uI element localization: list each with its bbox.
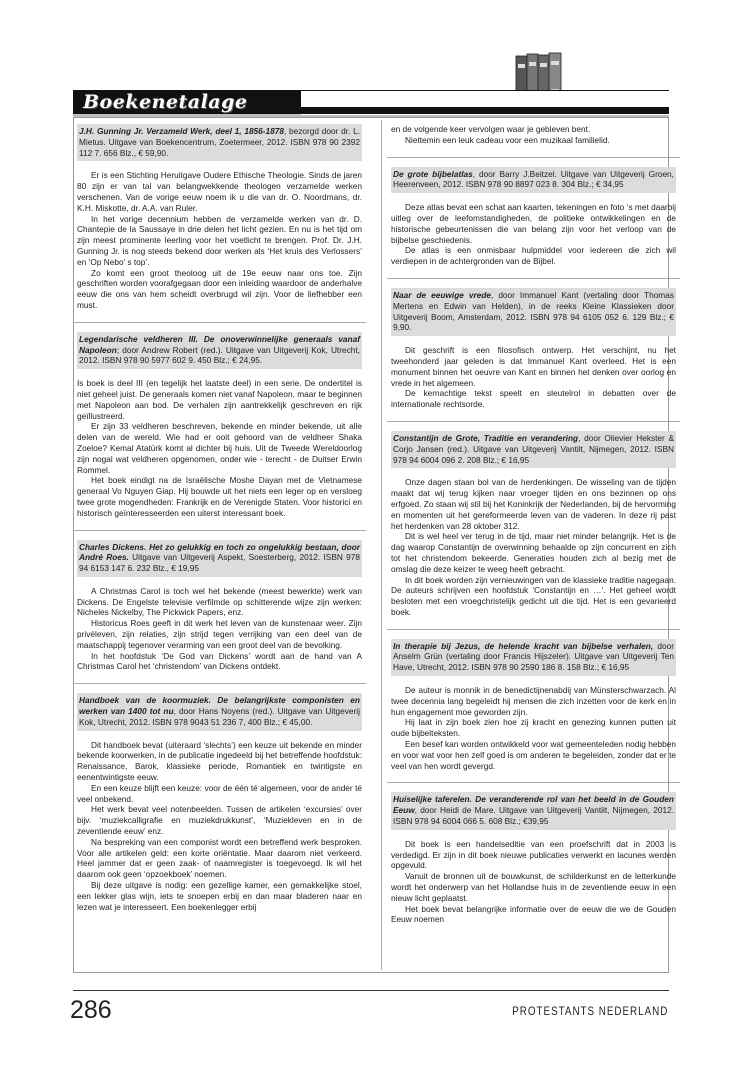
book-title: Naar de eeuwige vrede [393,289,492,300]
review-text [391,477,676,617]
paragraph: Onze dagen staan bol van de herdenkingen. De wisseling van de tijden maakt dat wij terug kijken naar vroeger tijden en ons bezinnen op ons erfgoed. Zo staan wij stil bij het Koninkrijk der Nederlanden, bij de hervorming en momenten uit het gereformeerde leven van de vaderen. In deze rij past het herdenken van 28 oktober 312. [391,477,676,531]
paragraph: Er is een Stichting Heruitgave Oudere Ethische Theologie. Sinds de jaren 80 zijn er van tal van belangwekkende theologen verzamelde werken verschenen. Van de vorige eeuw noem ik u die van dr. O. Noordmans, dr. K.H. Miskotte, dr. A.A. van Ruler. [77,170,362,213]
section-title: Boekenetalage [83,91,248,113]
paragraph: Historicus Roes geeft in dit werk het leven van de kunstenaar weer. Zijn privéleven, zijn relaties, zijn strijd tegen verrijking van een deel van de maatschappij tegenover verarming van een groot deel van de bevolking. [77,618,362,650]
book-details: door Anselm Grün (vertaling door Francis Hijszeler). Uitgave van Uitgeverij Ten Have, Utrecht, 2012. ISBN 978 90 2590 186 8. 158 Blz.; € 16,95 [393,640,674,673]
book-details: Uitgave van Uitgeverij Aspekt, Soesterberg, 2012. ISBN 978 94 6153 147 6. 232 Blz., € 19,95 [79,552,361,574]
book-title: J.H. Gunning Jr. Verzameld Werk, deel 1, 1856-1878 [79,126,285,136]
book-title: Legendarische veldheren III. De onoverwinnelijke generaals vanaf Napoleon [79,333,360,355]
paragraph: Is boek is deel III (en tegelijk het laatste deel) in een serie. De ondertitel is niet geheel juist. De generaals komen niet vanaf Napoleon, maar te beginnen met Napoleon aan bod. De verhalen zijn aantrekkelijk geschreven en rijk geïllustreerd. [77,378,362,421]
review-separator [387,782,680,783]
review-text [391,202,676,267]
section-banner [73,90,669,117]
review-text [77,378,362,518]
review-veldheren [77,332,362,519]
review-separator [73,683,366,684]
book-details: ; door Andrew Robert (red.). Uitgave van Uitgeverij Kok, Utrecht, 2012. ISBN 978 90 5977 602 9. 450 Blz.; € 24,95. [79,344,360,366]
paragraph: In het hoofdstuk ‘De God van Dickens’ wordt aan de hand van A Christmas Carol het ‘christendom’ van Dickens ontdekt. [77,650,362,672]
review-separator [73,322,366,323]
review-therapie [391,639,676,772]
paragraph: Een besef kan worden ontwikkeld voor wat gemeenteleden nodig hebben en voor wat voor hen zelf goed is om anderen te begeleiden, zonder dat er te veel van hen wordt gevergd. [391,739,676,771]
journal-name: PROTESTANTS NEDERLAND [511,1004,668,1018]
paragraph: Hij laat in zijn boek zien hoe zij kracht en genezing kunnen putten uit oude bijbelteksten. [391,717,676,739]
review-heading [77,124,362,161]
review-constantijn [391,431,676,618]
paragraph: Het boek bevat belangrijke informatie over de eeuw die we de Gouden Eeuw noemen [391,903,676,925]
review-heading [77,540,362,577]
column-divider [381,120,382,970]
paragraph: Vanuit de bronnen uit de bouwkunst, de schilderkunst en de letterkunde wordt het onderwerp van het Hollandse huis in de zeventiende eeuw in een nieuw licht geplaatst. [391,871,676,903]
book-title: Charles Dickens. Het zo gelukkig en toch zo ongelukkig bestaan, door André Roes. [79,541,360,563]
continued-text [391,124,676,146]
book-title: Huiselijke taferelen. De veranderende rol van het beeld in de Gouden Eeuw [393,794,674,816]
review-text [391,685,676,771]
review-separator [387,629,680,630]
paragraph: Deze atlas bevat een schat aan kaarten, tekeningen en foto ‘s met daarbij uitleg over de leefomstandigheden, de politieke ontwikkelingen en de historische gebeurtenissen die van belang zijn voor het verloop van de bijbelse geschiedenis. [391,202,676,245]
page-number: 286 [70,996,112,1024]
paragraph: en de volgende keer vervolgen waar je gebleven bent. [391,124,591,134]
review-gunning [77,124,362,311]
left-column [77,124,362,912]
paragraph: Dit handboek bevat (uiteraard ‘slechts’) een keuze uit bekende en minder bekende koorwerken, in de publicatie ingedeeld bij het betreffende hoofdstuk: Renaissance, Barok, klassieke periode, Romantiek en twintigste en eenentwintigste eeuw. [77,739,362,783]
paragraph: Het boek eindigt na de Israëlische Moshe Dayan met de Vietnamese generaal Vo Nguyen Giap. Hij bouwde uit het niets een leger op en versloeg twee grote mogendheden: Frankrijk en de Verenigde Staten. Voor historici en historisch geïnteresseerden een uiterst interessant boek. [77,475,362,518]
book-details: , door Immanuel Kant (vertaling door Thomas Mertens en Edwin van Helden), in de reeks Kleine Klassieken door Uitgeverij Boom, Amsterdam, 2012. ISBN 978 94 6105 052 6. 129 Blz.; € 9,90. [393,289,674,333]
review-huiselijke-taferelen [391,792,676,925]
review-heading [77,693,362,730]
paragraph: Het werk bevat veel notenbeelden. Tussen de artikelen ‘excursies’ over bijv. ‘muziekcalligrafie en muziekdrukkunst’, ‘Muziekleven en in de zeventiende eeuw’ enz. [77,804,362,837]
paragraph: A Christmas Carol is toch wel het bekende (meest bewerkte) werk van Dickens. De Engelste televisie verfilmde op schitterende wijze zijn werken: Nicheles Nickelby, The Pickwick Papers, enz. [77,585,362,618]
review-heading [391,288,676,336]
paragraph: Er zijn 33 veldheren beschreven, bekende en minder bekende, uit alle delen van de wereld. Wie had er ooit gehoord van de veldheer Shaka Zoeloe? Kemal Atatürk komt al dichter bij huis. Uit de Tweede Wereldoorlog zijn nogal wat veldheren opgenomen, onder wie - terecht - de Duitser Erwin Rommel. [77,421,362,475]
review-dickens [77,540,362,673]
review-heading [391,167,676,194]
book-details: , door Barry J.Beitzel. Uitgave van Uitgeverij Groen, Heerenveen, 2012. ISBN 978 90 8897 023 8. 304 Blz.; € 34,95 [393,168,674,190]
review-heading [391,431,676,468]
review-text [77,586,362,672]
review-text [77,170,362,310]
footer-rule [73,990,669,991]
review-separator [387,421,680,422]
review-text [391,345,676,410]
book-details: , door Olievier Hekster & Corjo Jansen (red.). Uitgave van Uitgeverij Vantilt, Nijmegen, 2012. ISBN 978 94 6004 096 2. 208 Blz.; € 16,95 [393,432,675,465]
book-details: , door Heidi de Mare. Uitgave van Uitgeverij Vantilt, Nijmegen, 2012. ISBN 978 94 6004 066 5. 608 Blz.; €39,95 [393,805,674,827]
review-separator [387,157,680,158]
review-heading [77,332,362,369]
review-text [391,839,676,925]
review-heading [391,639,676,676]
paragraph: Dit geschrift is een filosofisch ontwerp. Het verschijnt, nu het tweehonderd jaar geleden is dat Immanuel Kant overleed. Het is een monument binnen het oeuvre van Kant en binnen het denken over oorlog en vrede in het algemeen. [391,345,676,388]
book-title: De grote bijbelatlas [393,168,473,179]
paragraph: De kernachtige tekst speelt en sleutelrol in debatten over de internationale rechtsorde. [391,388,676,410]
paragraph: De auteur is monnik in de benedictijnenabdij van Münsterschwarzach. Al twee decennia lang begeleidt hij mensen die zich inzetten voor de kerk en in hun engagement moe geworden zijn. [391,685,676,717]
book-title: In therapie bij Jezus, de helende kracht van bijbelse verhalen, [393,640,654,651]
paragraph: In het vorige decennium hebben de verzamelde werken van dr. D. Chantepie de la Saussaye in drie delen het licht gezien. En nu is het tijd om zijn meest prominente leerling voor het voetlicht te brengen. Prof. Dr. J.H. Gunning Jr. is nog steeds bekend door werken als ‘Het kruis des Verlossers’ en ‘Op Nebo’ s top’. [77,213,362,267]
book-title: Constantijn de Grote, Traditie en verandering [393,432,579,443]
review-heading [391,792,676,829]
book-details: , door Hans Noyens (red.). Uitgave van Uitgeverij Kok, Utrecht, 2012. ISBN 978 9043 51 236 7, 400 Blz.; € 45,00. [79,706,360,727]
right-column [391,124,676,925]
book-details: , bezorgd door dr. L. Mietus. Uitgave van Boekencentrum, Zoetermeer, 2012. ISBN 978 90 2392 112 7. 656 Blz., € 59,90. [79,126,361,158]
paragraph: Dit boek is een handelseditie van een proefschrift dat in 2003 is verdedigd. Er zijn in dit boek nieuwe publicaties verwerkt en lacunes werden opgevuld. [391,838,676,871]
review-text [77,740,362,913]
banner-rule [301,107,669,114]
book-title: Handboek van de koormuziek. De belangrijkste componisten en werken van 1400 tot nu [79,695,360,717]
paragraph: De atlas is een onmisbaar hulpmiddel voor iedereen die zich wil verdiepen in de achtergronden van de Bijbel. [391,245,676,267]
review-koormuziek [77,693,362,912]
paragraph: In dit boek worden zijn vernieuwingen van de klassieke traditie nagegaan. De auteurs schrijven een hoofdstuk ‘Constantijn en …’. Het geheel wordt besloten met een vroegchristelijk gedicht uit die tijd. Het is een gevarieerd boek. [391,574,676,617]
review-bijbelatlas [391,167,676,267]
paragraph: Dit is wel heel ver terug in de tijd, maar niet minder belangrijk. Het is de dag waarop Constantijn de overwinning behaalde op zijn concurrent en zich tot het christendom bekeerde. Generaties houden zich al bezig met de omslag die deze keizer te weeg heeft gebracht. [391,531,676,574]
paragraph: Niettemin een leuk cadeau voor een muzikaal familielid. [405,134,610,145]
review-kant [391,288,676,410]
paragraph: En een keuze blijft een keuze: voor de één té algemeen, voor de ander té veel onbekend. [77,782,362,804]
paragraph: Bij deze uitgave is nodig: een gezellige kamer, een gemakkelijke stoel, een lekker glas wijn, iets te snoepen erbij en dan maar bladeren naar en lezen wat je interesseert. Een boekenlegger erbij [77,880,362,912]
review-separator [387,278,680,279]
paragraph: Na bespreking van een componist wordt een betreffend werk besproken. Voor alle artikelen geld: een korte oriëntatie. Maar daarom niet verkeerd. Heel jammer dat er geen zaak- of naamregister is toegevoegd. Ik wil het daarom ook geen ‘opzoekboek’ noemen. [77,836,362,880]
paragraph: Zo komt een groot theoloog uit de 19e eeuw naar ons toe. Zijn geschriften worden voorafgegaan door een inleiding waardoor de anderhalve eeuw die ons van hem scheidt overbrugd wil zijn. Voor de liefhebber een must. [77,267,362,310]
review-separator [73,530,366,531]
